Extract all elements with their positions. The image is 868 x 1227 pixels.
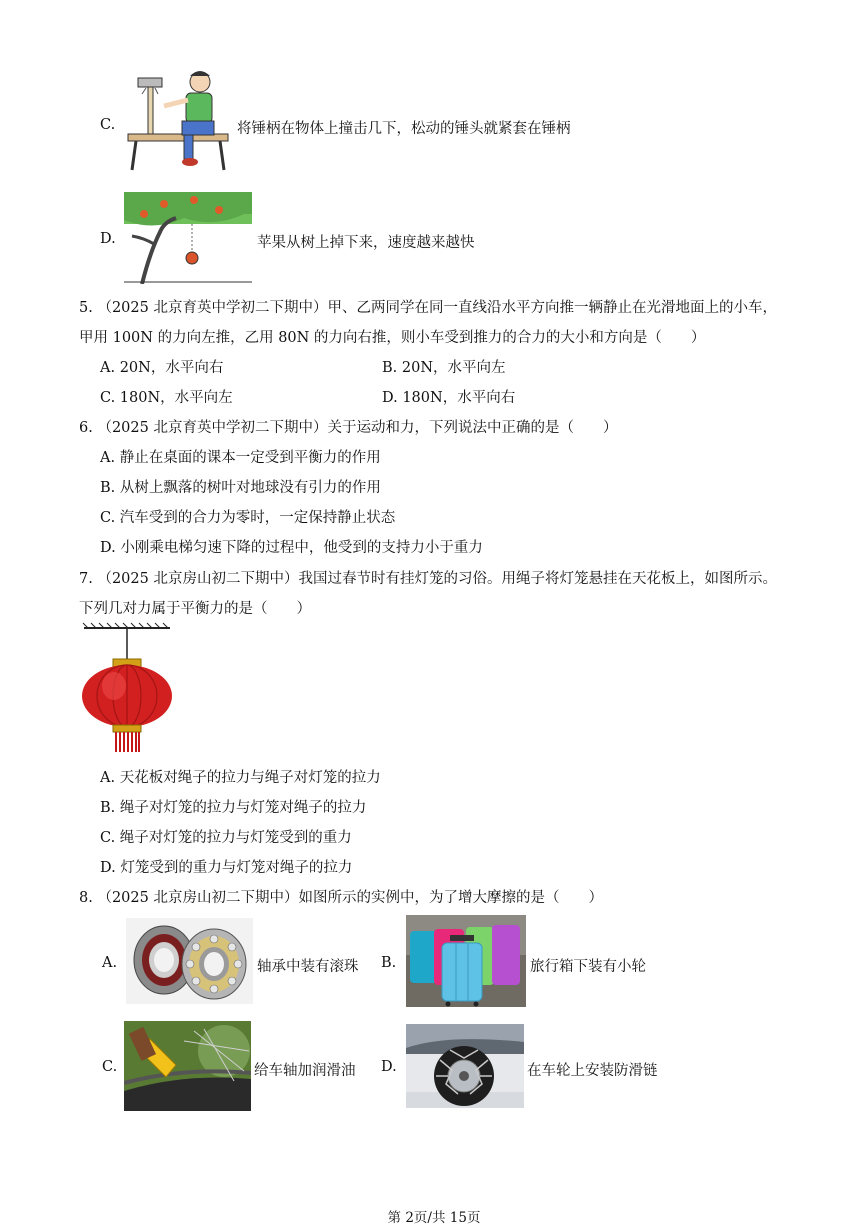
suitcases-photo bbox=[406, 915, 526, 1007]
question-8-text-b: 旅行箱下装有小轮 bbox=[530, 959, 646, 975]
question-8-letter-a: A. bbox=[102, 955, 118, 971]
question-7-option-c: C. 绳子对灯笼的拉力与灯笼受到的重力 bbox=[100, 830, 352, 846]
question-8-stem: 8. （2025 北京房山初二下期中）如图所示的实例中，为了增大摩擦的是（ ） bbox=[79, 890, 603, 906]
question-6-stem: 6. （2025 北京育英中学初二下期中）关于运动和力，下列说法中正确的是（ ） bbox=[79, 420, 618, 436]
lantern-illustration bbox=[80, 622, 176, 754]
bike-oiling-photo bbox=[124, 1021, 251, 1111]
bearing-photo bbox=[126, 918, 253, 1004]
option-d-text: 苹果从树上掉下来，速度越来越快 bbox=[257, 235, 475, 251]
hammer-bench-illustration bbox=[124, 66, 236, 174]
question-7-stem-line-1: 7. （2025 北京房山初二下期中）我国过春节时有挂灯笼的习俗。用绳子将灯笼悬挂在天花板上，如图所示。 bbox=[79, 571, 777, 587]
question-8-letter-c: C. bbox=[102, 1059, 118, 1075]
question-7-option-a: A. 天花板对绳子的拉力与绳子对灯笼的拉力 bbox=[100, 770, 381, 786]
question-7-stem-line-2: 下列几对力属于平衡力的是（ ） bbox=[79, 601, 311, 617]
question-5-option-d: D. 180N，水平向右 bbox=[382, 390, 516, 406]
option-letter-c: C. bbox=[100, 117, 116, 133]
question-6-option-b: B. 从树上飘落的树叶对地球没有引力的作用 bbox=[100, 480, 381, 496]
snow-chain-tire-photo bbox=[406, 1024, 524, 1108]
question-5-stem-line-2: 甲用 100N 的力向左推，乙用 80N 的力向右推，则小车受到推力的合力的大小和方向是（ ） bbox=[79, 330, 706, 346]
apple-tree-illustration bbox=[124, 192, 252, 284]
question-6-option-c: C. 汽车受到的合力为零时，一定保持静止状态 bbox=[100, 510, 396, 526]
question-8-text-a: 轴承中装有滚珠 bbox=[257, 959, 359, 975]
question-5-stem-line-1: 5. （2025 北京育英中学初二下期中）甲、乙两同学在同一直线沿水平方向推一辆静止在光滑地面上的小车， bbox=[79, 300, 777, 316]
option-letter-d: D. bbox=[100, 231, 116, 247]
page-number-footer: 第 2页/共 15页 bbox=[387, 1210, 481, 1226]
question-8-text-c: 给车轴加润滑油 bbox=[254, 1063, 356, 1079]
question-6-option-a: A. 静止在桌面的课本一定受到平衡力的作用 bbox=[100, 450, 381, 466]
question-7-option-b: B. 绳子对灯笼的拉力与灯笼对绳子的拉力 bbox=[100, 800, 367, 816]
question-5-option-a: A. 20N，水平向右 bbox=[100, 360, 224, 376]
question-5-option-c: C. 180N，水平向左 bbox=[100, 390, 233, 406]
question-8-text-d: 在车轮上安装防滑链 bbox=[527, 1063, 658, 1079]
question-6-option-d: D. 小刚乘电梯匀速下降的过程中，他受到的支持力小于重力 bbox=[100, 540, 483, 556]
question-8-letter-b: B. bbox=[381, 955, 397, 971]
option-c-text: 将锤柄在物体上撞击几下，松动的锤头就紧套在锤柄 bbox=[237, 121, 571, 137]
question-5-option-b: B. 20N，水平向左 bbox=[382, 360, 506, 376]
question-8-letter-d: D. bbox=[381, 1059, 397, 1075]
question-7-option-d: D. 灯笼受到的重力与灯笼对绳子的拉力 bbox=[100, 860, 353, 876]
